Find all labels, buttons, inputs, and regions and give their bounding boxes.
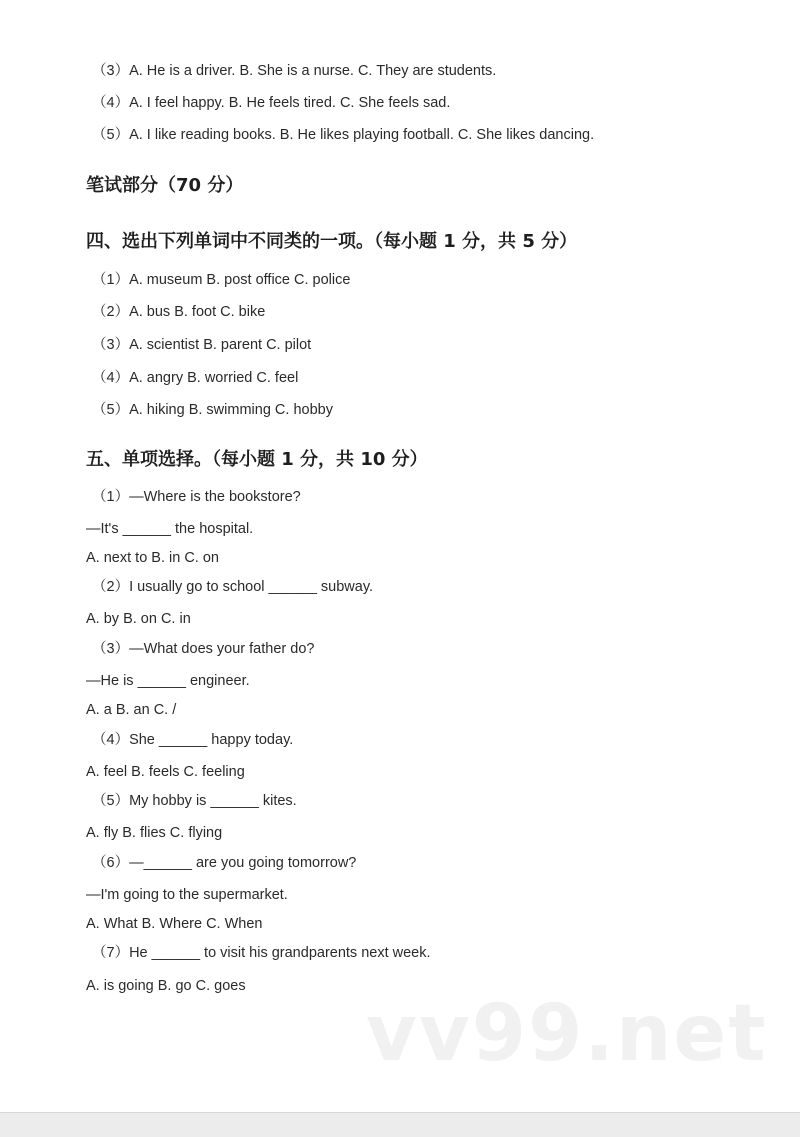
section4-item-1: （1）A. museum B. post office C. police: [92, 272, 351, 288]
section4-item-4: （4）A. angry B. worried C. feel: [92, 370, 299, 386]
section5-q6-answer: —I'm going to the supermarket.: [86, 887, 288, 903]
section5-q7: （7）He ______ to visit his grandparents next week.: [92, 945, 431, 961]
section5-q5-options: A. fly B. flies C. flying: [86, 825, 223, 841]
watermark: vv99.net: [366, 989, 768, 1079]
part3-item-5: （5）A. I like reading books. B. He likes playing football. C. She likes dancing.: [92, 127, 595, 143]
section5-q3-answer: —He is ______ engineer.: [86, 673, 250, 689]
section4-item-2: （2）A. bus B. foot C. bike: [92, 304, 266, 320]
section5-q7-options: A. is going B. go C. goes: [86, 978, 246, 994]
part3-item-4: （4）A. I feel happy. B. He feels tired. C. She feels sad.: [92, 95, 451, 111]
section5-q2: （2）I usually go to school ______ subway.: [92, 579, 374, 595]
written-part-title: 笔试部分（70 分）: [86, 175, 244, 196]
section5-q1-answer: —It's ______ the hospital.: [86, 521, 254, 537]
section5-title: 五、单项选择。（每小题 1 分，共 10 分）: [86, 449, 428, 470]
part3-item-3: （3）A. He is a driver. B. She is a nurse. C. They are students.: [92, 63, 497, 79]
section4-item-3: （3）A. scientist B. parent C. pilot: [92, 337, 312, 353]
section5-q3-options: A. a B. an C. /: [86, 702, 177, 718]
section5-q6: （6）—______ are you going tomorrow?: [92, 855, 357, 871]
section5-q4: （4）She ______ happy today.: [92, 732, 294, 748]
section5-q4-options: A. feel B. feels C. feeling: [86, 764, 245, 780]
section5-q1: （1）—Where is the bookstore?: [92, 489, 301, 505]
section5-q5: （5）My hobby is ______ kites.: [92, 793, 297, 809]
section5-q1-options: A. next to B. in C. on: [86, 550, 219, 566]
section5-q3: （3）—What does your father do?: [92, 641, 315, 657]
section5-q6-options: A. What B. Where C. When: [86, 916, 263, 932]
page-bottom-edge: [0, 1112, 800, 1113]
section4-title: 四、选出下列单词中不同类的一项。（每小题 1 分，共 5 分）: [86, 231, 578, 252]
section5-q2-options: A. by B. on C. in: [86, 611, 191, 627]
section4-item-5: （5）A. hiking B. swimming C. hobby: [92, 402, 333, 418]
